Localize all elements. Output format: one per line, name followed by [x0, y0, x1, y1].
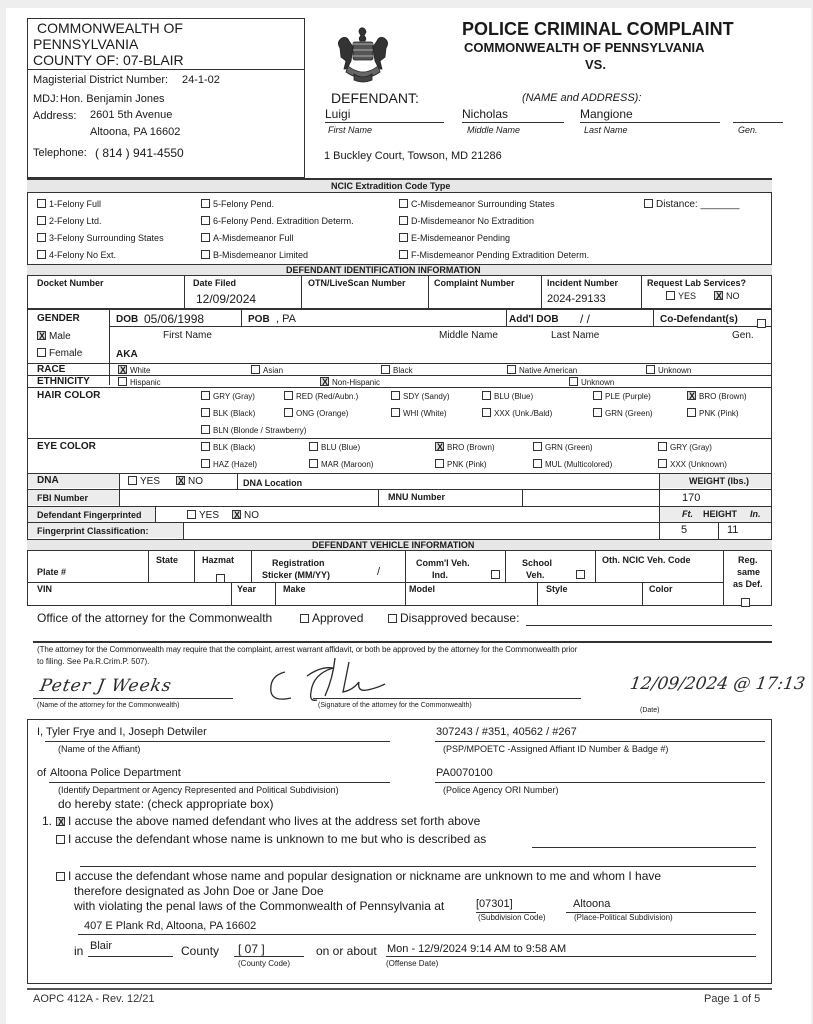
codefendant-checkbox[interactable]	[757, 314, 769, 332]
defendant-first-name: Luigi	[325, 107, 351, 121]
defendant-last-name: Mangione	[580, 107, 633, 121]
page-number: Page 1 of 5	[704, 993, 761, 1005]
otn-label: OTN/LiveScan Number	[308, 278, 406, 288]
registration-label-2: Sticker (MM/YY)	[262, 570, 331, 580]
form-id: AOPC 412A - Rev. 12/21	[33, 993, 155, 1005]
defendant-label: DEFENDANT:	[331, 90, 419, 106]
checkbox[interactable]	[593, 391, 602, 400]
affiant-id-badge: 307243 / #351, 40562 / #267	[436, 726, 577, 738]
hazmat-label: Hazmat	[202, 555, 235, 565]
dna-label: DNA	[37, 475, 59, 486]
height-in-value: 11	[727, 524, 739, 536]
date-filed-label: Date Filed	[193, 278, 237, 288]
school-veh-label-2: Veh.	[526, 570, 545, 580]
vehicle-title: DEFENDANT VEHICLE INFORMATION	[312, 540, 475, 550]
gen-caption: Gen.	[738, 125, 758, 135]
attorney-signature-caption: (Signature of the attorney for the Commonwealth)	[318, 702, 472, 709]
checkbox[interactable]	[666, 291, 675, 300]
address-line-1: 2601 5th Avenue	[90, 109, 173, 121]
address-line-2: Altoona, PA 16602	[90, 126, 181, 138]
eye-xxx[interactable]: XXX (Unknown)	[658, 459, 727, 469]
date-filed-value: 12/09/2024	[196, 292, 257, 306]
reg-same-checkbox[interactable]	[741, 593, 753, 611]
ncic-f-misd-pending-ext[interactable]: F-Misdemeanor Pending Extradition Determ.	[399, 250, 589, 260]
complaint-page	[6, 8, 811, 1024]
accusation-option-3[interactable]: I accuse the defendant whose name and popular designation or nickname are unknown to me and whom I have	[56, 870, 661, 882]
aka-middle-name-label: Middle Name	[439, 330, 498, 341]
checkbox[interactable]	[251, 365, 260, 374]
race-native-american[interactable]: Native American	[507, 365, 577, 375]
registration-label-1: Registration	[272, 558, 325, 568]
weight-value: 170	[682, 492, 701, 504]
defendant-middle-name: Nicholas	[462, 107, 509, 121]
subdivision-code: [07301]	[476, 898, 513, 910]
checkbox[interactable]	[533, 459, 542, 468]
aka-gen-label: Gen.	[732, 330, 754, 341]
checkbox-checked[interactable]	[435, 442, 444, 451]
vin-label: VIN	[37, 584, 53, 594]
hair-blk[interactable]: BLK (Black)	[201, 408, 255, 418]
weight-label: WEIGHT (lbs.)	[689, 476, 749, 486]
eye-pnk[interactable]: PNK (Pink)	[435, 459, 487, 469]
race-unknown[interactable]: Unknown	[646, 365, 691, 375]
race-white[interactable]: X White	[118, 365, 150, 375]
affiant-names: Tyler Frye and I, Joseph Detwiler	[46, 726, 207, 738]
ethnicity-unknown[interactable]: Unknown	[569, 377, 614, 387]
pob-label: POB	[248, 314, 270, 325]
county-code-caption: (County Code)	[238, 959, 291, 968]
checkbox[interactable]	[569, 377, 578, 386]
hair-red[interactable]: RED (Red/Aubn.)	[284, 391, 358, 401]
checkbox[interactable]	[399, 233, 408, 242]
registration-value: /	[377, 566, 381, 578]
checkbox[interactable]	[533, 442, 542, 451]
eye-blu[interactable]: BLU (Blue)	[309, 442, 360, 452]
year-label: Year	[237, 584, 257, 594]
height-ft-value: 5	[681, 524, 688, 536]
checkbox[interactable]	[646, 365, 655, 374]
on-or-about: on or about	[316, 944, 377, 958]
lab-services-label: Request Lab Services?	[647, 278, 747, 288]
complaint-number-label: Complaint Number	[434, 278, 515, 288]
addl-dob-value: / /	[580, 312, 591, 326]
ncic-e-misd-pending[interactable]: E-Misdemeanor Pending	[399, 233, 510, 243]
first-name-caption: First Name	[328, 125, 373, 135]
name-address-label: (NAME and ADDRESS):	[522, 92, 642, 104]
checkbox[interactable]	[118, 377, 127, 386]
hair-sdy[interactable]: SDY (Sandy)	[391, 391, 450, 401]
dna-location-label: DNA Location	[243, 478, 303, 488]
complaint-title: POLICE CRIMINAL COMPLAINT	[462, 19, 734, 39]
ncic-title: NCIC Extradition Code Type	[331, 181, 451, 191]
checkbox[interactable]	[284, 408, 293, 417]
jurisdiction-line-1: COMMONWEALTH OF	[37, 20, 183, 36]
gender-male[interactable]: XMale	[37, 331, 71, 342]
model-label: Model	[409, 584, 435, 594]
reg-same-label-2: same	[737, 567, 761, 577]
ncic-5-felony-pend[interactable]: 5-Felony Pend.	[201, 199, 274, 209]
ori-number: PA0070100	[436, 767, 493, 779]
district-number: 24-1-02	[182, 74, 220, 86]
codefendant-label: Co-Defendant(s)	[660, 314, 738, 325]
fingerprinted-no[interactable]: X NO	[232, 510, 259, 521]
race-asian[interactable]: Asian	[251, 365, 283, 375]
agency-name: Altoona Police Department	[50, 767, 181, 779]
hair-bro[interactable]: X BRO (Brown)	[687, 391, 747, 401]
checkbox[interactable]	[201, 459, 210, 468]
identification-title: DEFENDANT IDENTIFICATION INFORMATION	[286, 265, 481, 275]
telephone: ( 814 ) 941-4550	[95, 146, 184, 160]
ncic-1-felony-full[interactable]: 1-Felony Full	[37, 199, 101, 209]
hair-gry[interactable]: GRY (Gray)	[201, 391, 255, 401]
hair-color-label: HAIR COLOR	[37, 390, 101, 401]
checkbox[interactable]	[399, 250, 408, 259]
attorney-office-label: Office of the attorney for the Commonwealth	[37, 611, 273, 625]
checkbox[interactable]	[56, 872, 65, 881]
reg-same-label-1: Reg.	[738, 555, 758, 565]
address-label: Address:	[33, 110, 77, 122]
aka-last-name-label: Last Name	[551, 330, 600, 341]
date-caption: (Date)	[640, 707, 660, 714]
checkbox[interactable]	[37, 216, 46, 225]
hair-xxx[interactable]: XXX (Unk./Bald)	[482, 408, 552, 418]
ncic-4-felony-no-ext[interactable]: 4-Felony No Ext.	[37, 250, 116, 260]
checkbox[interactable]	[388, 614, 397, 623]
checkbox[interactable]	[658, 459, 667, 468]
checkbox[interactable]	[300, 614, 309, 623]
race-black[interactable]: Black	[381, 365, 413, 375]
jurisdiction-line-3: COUNTY OF: 07-BLAIR	[33, 52, 184, 68]
affiant-id-caption: (PSP/MPOETC -Assigned Affiant ID Number & Badge #)	[443, 744, 669, 754]
height-label: HEIGHT	[703, 509, 738, 519]
county-name: Blair	[90, 940, 113, 952]
color-label: Color	[649, 584, 673, 594]
checkbox[interactable]	[391, 391, 400, 400]
checkbox[interactable]	[399, 216, 408, 225]
middle-name-caption: Middle Name	[467, 125, 521, 135]
checkbox[interactable]	[201, 391, 210, 400]
checkbox[interactable]	[482, 408, 491, 417]
incident-number-label: Incident Number	[547, 278, 619, 288]
make-label: Make	[283, 584, 306, 594]
eye-bro[interactable]: X BRO (Brown)	[435, 442, 495, 452]
checkbox[interactable]	[201, 442, 210, 451]
fingerprint-classification-label: Fingerprint Classification:	[37, 526, 149, 536]
checkbox-checked[interactable]	[320, 377, 329, 386]
ncic-distance[interactable]: Distance: _______	[644, 199, 739, 210]
ncic-6-felony-pend-ext[interactable]: 6-Felony Pend. Extradition Determ.	[201, 216, 354, 226]
school-veh-label-1: School	[522, 558, 553, 568]
reg-same-label-3: as Def.	[733, 579, 763, 589]
checkbox[interactable]	[593, 408, 602, 417]
jurisdiction-line-2: PENNSYLVANIA	[33, 36, 139, 52]
telephone-label: Telephone:	[33, 147, 87, 159]
eye-gry[interactable]: GRY (Gray)	[658, 442, 712, 452]
ncic-a-misd-full[interactable]: A-Misdemeanor Full	[201, 233, 294, 243]
affiant-names-caption: (Name of the Affiant)	[58, 744, 141, 754]
defendant-address: 1 Buckley Court, Towson, MD 21286	[324, 150, 502, 162]
accusation-number: 1.	[42, 814, 53, 828]
agency-caption: (Identify Department or Agency Represented and Political Subdivision)	[58, 785, 339, 795]
county-prefix: in	[74, 944, 84, 958]
fingerprinted-label: Defendant Fingerprinted	[37, 510, 142, 520]
ethnicity-non-hispanic[interactable]: X Non-Hispanic	[320, 377, 380, 387]
lab-yes[interactable]: YES	[666, 291, 696, 301]
county-label: County	[181, 944, 220, 958]
checkbox[interactable]	[201, 408, 210, 417]
checkbox[interactable]	[56, 835, 65, 844]
checkbox[interactable]	[309, 459, 318, 468]
checkbox-checked[interactable]	[714, 291, 723, 300]
attorney-name-caption: (Name of the attorney for the Commonwealth)	[37, 702, 180, 709]
height-ft-label: Ft.	[682, 509, 693, 519]
affiant-prefix: I,	[37, 726, 44, 738]
comml-veh-label-1: Comm'l Veh.	[416, 558, 470, 568]
checkbox[interactable]	[37, 199, 46, 208]
hair-ple[interactable]: PLE (Purple)	[593, 391, 651, 401]
ethnicity-hispanic[interactable]: Hispanic	[118, 377, 161, 387]
checkbox[interactable]	[37, 348, 46, 357]
oth-ncic-veh-code-label: Oth. NCIC Veh. Code	[602, 555, 691, 565]
offense-location: 407 E Plank Rd, Altoona, PA 16602	[84, 920, 257, 932]
do-hereby-state: do hereby state: (check appropriate box)	[58, 797, 274, 811]
dob-label: DOB	[116, 314, 139, 325]
hair-pnk[interactable]: PNK (Pink)	[687, 408, 739, 418]
eye-blk[interactable]: BLK (Black)	[201, 442, 255, 452]
gender-label: GENDER	[37, 313, 80, 324]
incident-number-value: 2024-29133	[547, 293, 606, 305]
complaint-subtitle: COMMONWEALTH OF PENNSYLVANIA	[464, 40, 705, 55]
style-label: Style	[546, 584, 568, 594]
district-number-label: Magisterial District Number:	[33, 74, 169, 86]
checkbox[interactable]	[644, 199, 653, 208]
state-seal-icon	[332, 26, 394, 86]
attorney-name-handwritten: Peter J Weeks	[38, 676, 174, 696]
comml-veh-checkbox[interactable]	[491, 565, 503, 583]
penal-laws-text: with violating the penal laws of the Commonwealth of Pennsylvania at	[74, 899, 445, 913]
attorney-notice-line-1: (The attorney for the Commonwealth may require that the complaint, arrest warrant affidavit, or both be approved by the attorney for the Commonwealth prior	[37, 645, 578, 654]
hair-grn[interactable]: GRN (Green)	[593, 408, 653, 418]
checkbox-checked[interactable]	[176, 476, 185, 485]
checkbox[interactable]	[658, 442, 667, 451]
ncic-b-misd-limited[interactable]: B-Misdemeanor Limited	[201, 250, 308, 260]
accusation-option-1[interactable]: X I accuse the above named defendant who lives at the address set forth above	[56, 815, 480, 827]
offense-date-caption: (Offense Date)	[386, 959, 439, 968]
ori-caption: (Police Agency ORI Number)	[443, 785, 559, 795]
dna-no[interactable]: X NO	[176, 476, 203, 487]
attorney-date-handwritten: 12/09/2024 @ 17:13	[628, 674, 807, 694]
fingerprinted-yes[interactable]: YES	[187, 510, 219, 521]
aka-first-name-label: First Name	[163, 330, 212, 341]
ncic-3-felony-surrounding[interactable]: 3-Felony Surrounding States	[37, 233, 164, 243]
checkbox[interactable]	[381, 365, 390, 374]
checkbox-checked[interactable]	[232, 510, 241, 519]
checkbox[interactable]	[37, 233, 46, 242]
gender-female[interactable]: Female	[37, 348, 82, 359]
agency-prefix: of	[37, 767, 47, 779]
attorney-signature-handwritten	[261, 654, 421, 704]
hair-bln[interactable]: BLN (Blonde / Strawberry)	[201, 425, 306, 435]
fbi-number-label: FBI Number	[37, 493, 89, 503]
checkbox[interactable]	[201, 199, 210, 208]
dob-value: 05/06/1998	[144, 312, 205, 326]
hair-whi[interactable]: WHI (White)	[391, 408, 447, 418]
subdivision-code-caption: (Subdivision Code)	[478, 913, 546, 922]
checkbox-checked[interactable]	[56, 817, 65, 826]
race-label: RACE	[37, 364, 66, 375]
aka-label: AKA	[116, 349, 138, 360]
checkbox-checked[interactable]	[118, 365, 127, 374]
disapproved-option[interactable]: Disapproved because:	[388, 612, 519, 624]
checkbox[interactable]	[399, 199, 408, 208]
checkbox[interactable]	[309, 442, 318, 451]
checkbox[interactable]	[687, 408, 696, 417]
accusation-option-3-cont: therefore designated as John Doe or Jane Doe	[74, 884, 324, 898]
place-political-subdivision: Altoona	[573, 898, 611, 910]
checkbox[interactable]	[482, 391, 491, 400]
pob-value: , PA	[276, 313, 296, 325]
hazmat-checkbox[interactable]	[216, 569, 228, 587]
checkbox[interactable]	[201, 216, 210, 225]
checkbox[interactable]	[201, 425, 210, 434]
place-caption: (Place-Political Subdivision)	[574, 913, 673, 922]
checkbox[interactable]	[507, 365, 516, 374]
county-code: [ 07 ]	[238, 942, 265, 956]
approved-option[interactable]: Approved	[300, 612, 363, 624]
state-label: State	[156, 555, 179, 565]
checkbox[interactable]	[37, 250, 46, 259]
checkbox-checked[interactable]	[37, 331, 46, 340]
eye-color-label: EYE COLOR	[37, 441, 96, 452]
checkbox[interactable]	[201, 250, 210, 259]
vs-label: VS.	[585, 57, 606, 72]
checkbox[interactable]	[187, 510, 196, 519]
attorney-notice-line-2: to filing. See Pa.R.Crim.P. 507).	[37, 657, 150, 666]
checkbox[interactable]	[284, 391, 293, 400]
eye-mar[interactable]: MAR (Maroon)	[309, 459, 373, 469]
checkbox-checked[interactable]	[687, 391, 696, 400]
eye-grn[interactable]: GRN (Green)	[533, 442, 593, 452]
lab-no[interactable]: X NO	[714, 291, 740, 301]
offense-date: Mon - 12/9/2024 9:14 AM to 9:58 AM	[387, 943, 567, 955]
plate-label: Plate #	[37, 567, 67, 577]
accusation-option-2[interactable]: I accuse the defendant whose name is unknown to me but who is described as	[56, 833, 486, 845]
hair-blu[interactable]: BLU (Blue)	[482, 391, 533, 401]
last-name-caption: Last Name	[584, 125, 628, 135]
checkbox[interactable]	[435, 459, 444, 468]
eye-mul[interactable]: MUL (Multicolored)	[533, 459, 612, 469]
mdj-label: MDJ:	[33, 93, 59, 105]
ncic-c-misd-surrounding[interactable]: C-Misdemeanor Surrounding States	[399, 199, 555, 209]
docket-number-label: Docket Number	[37, 278, 104, 288]
school-veh-checkbox[interactable]	[576, 565, 588, 583]
dna-yes[interactable]: YES	[128, 476, 160, 487]
ncic-d-misd-no-ext[interactable]: D-Misdemeanor No Extradition	[399, 216, 534, 226]
ethnicity-label: ETHNICITY	[37, 376, 90, 387]
addl-dob-label: Add'l DOB	[509, 314, 559, 325]
mnu-number-label: MNU Number	[388, 492, 446, 502]
hair-ong[interactable]: ONG (Orange)	[284, 408, 348, 418]
checkbox[interactable]	[391, 408, 400, 417]
checkbox[interactable]	[128, 476, 137, 485]
ncic-2-felony-ltd[interactable]: 2-Felony Ltd.	[37, 216, 102, 226]
comml-veh-label-2: Ind.	[432, 570, 448, 580]
eye-haz[interactable]: HAZ (Hazel)	[201, 459, 257, 469]
height-in-label: In.	[750, 509, 761, 519]
checkbox[interactable]	[201, 233, 210, 242]
mdj-name: Hon. Benjamin Jones	[60, 93, 165, 105]
